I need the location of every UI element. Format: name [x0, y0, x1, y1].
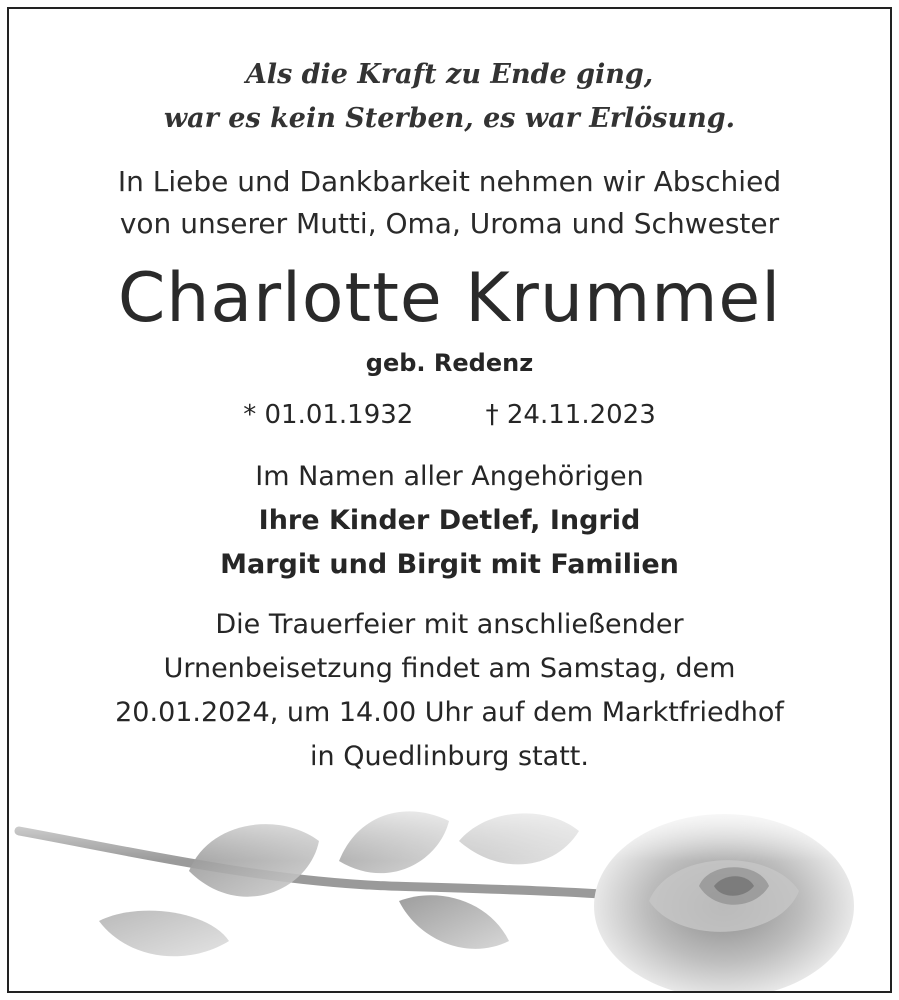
service-line-3: 20.01.2024, um 14.00 Uhr auf dem Marktfriedhof	[115, 697, 784, 728]
motto-verse	[9, 53, 890, 141]
motto-line-2: war es kein Sterben, es war Erlösung.	[163, 103, 736, 134]
birth-name: geb. Redenz	[365, 349, 534, 377]
family-line-2: Ihre Kinder Detlef, Ingrid	[258, 505, 641, 536]
service-line-4: in Quedlinburg statt.	[310, 741, 589, 772]
deceased-name: Charlotte Krummel	[117, 259, 782, 338]
service-line-2: Urnenbeisetzung findet am Samstag, dem	[163, 653, 736, 684]
motto-line-1: Als die Kraft zu Ende ging,	[245, 59, 654, 90]
intro-line-1: In Liebe und Dankbarkeit nehmen wir Abschied	[117, 165, 782, 198]
service-announcement	[9, 603, 890, 779]
service-line-1: Die Trauerfeier mit anschließender	[215, 609, 684, 640]
intro-line-2: von unserer Mutti, Oma, Uroma und Schwester	[119, 207, 780, 240]
life-dates	[9, 395, 890, 435]
family-signature	[9, 455, 890, 587]
family-line-1: Im Namen aller Angehörigen	[255, 461, 644, 492]
rose-illustration-icon	[9, 791, 890, 991]
family-line-3: Margit und Birgit mit Familien	[220, 549, 679, 580]
obituary-content	[9, 53, 890, 779]
intro-text	[9, 161, 890, 245]
death-date: † 24.11.2023	[485, 400, 656, 430]
obituary-frame	[7, 7, 892, 993]
birth-date: * 01.01.1932	[243, 400, 414, 430]
